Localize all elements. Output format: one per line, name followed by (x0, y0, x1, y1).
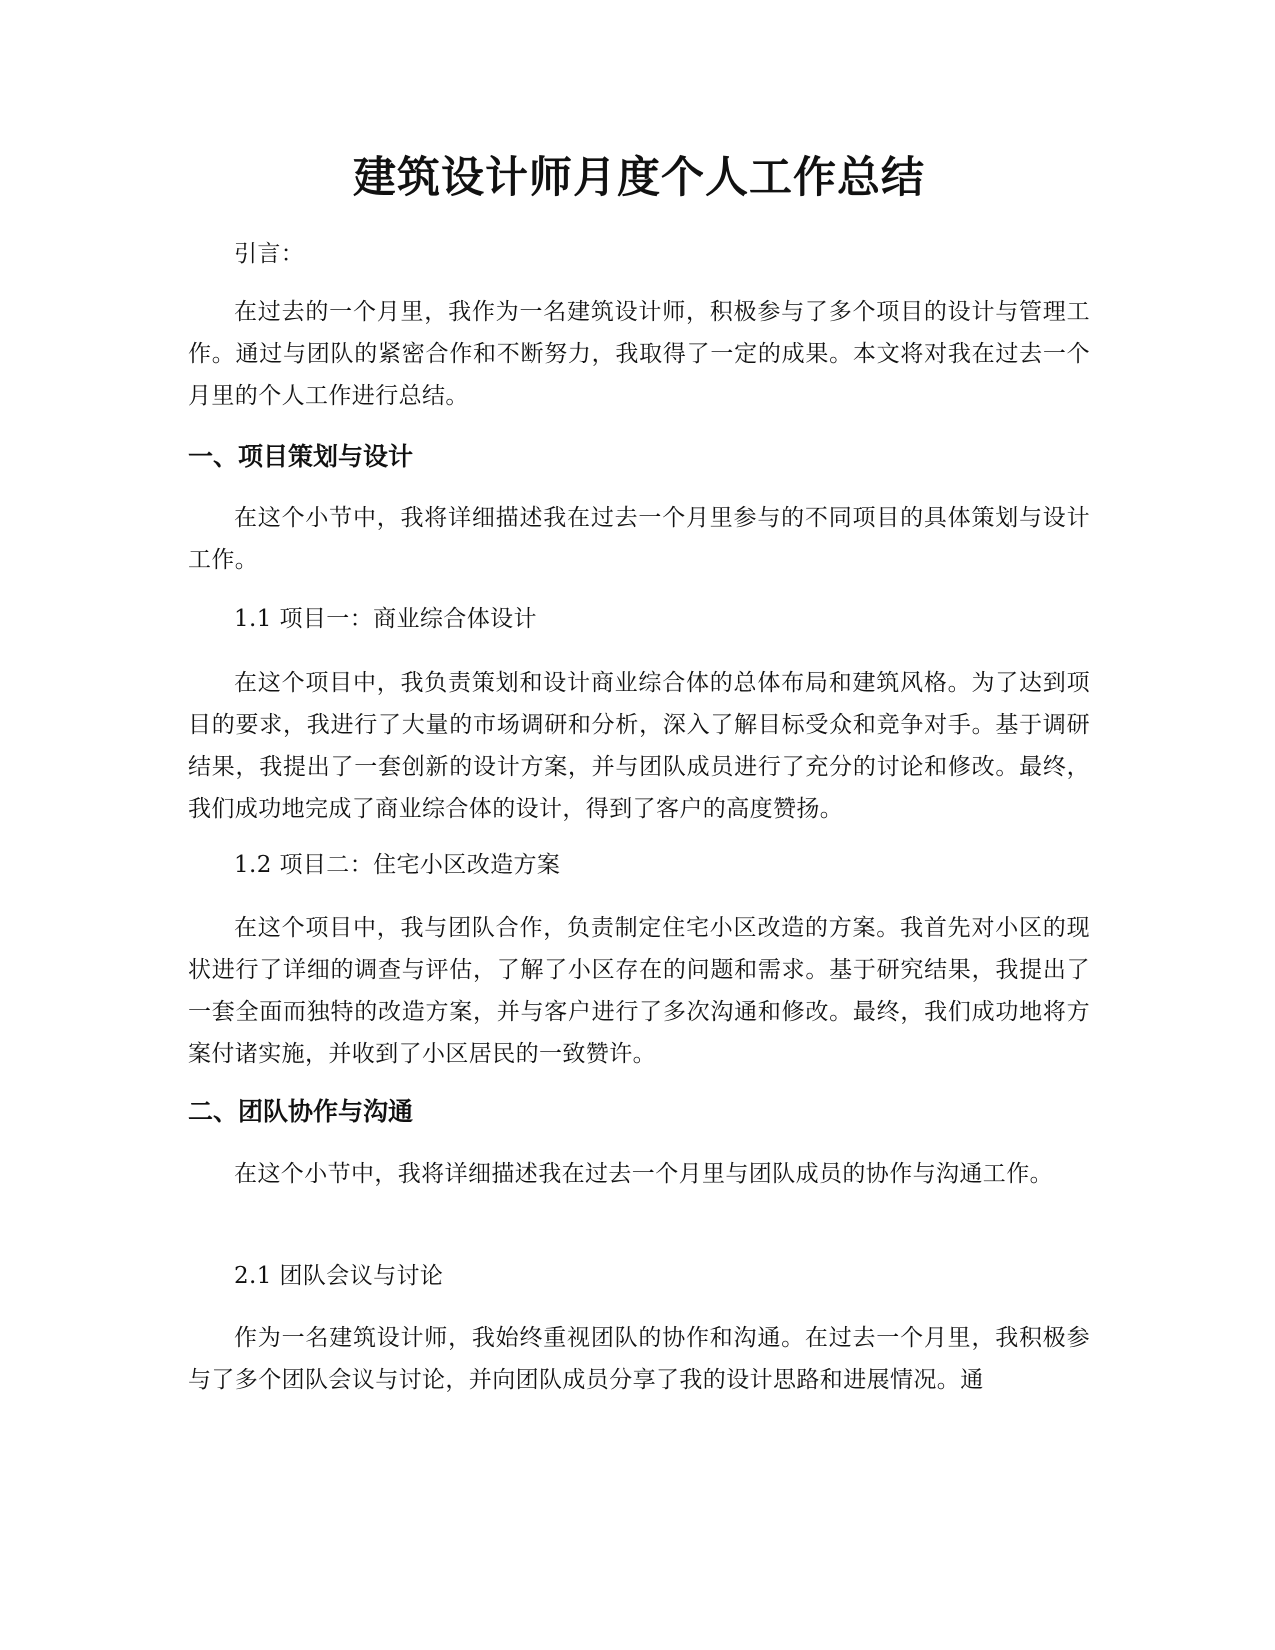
subsection-2-1-body: 作为一名建筑设计师，我始终重视团队的协作和沟通。在过去一个月里，我积极参与了多个团队会议与讨论，并向团队成员分享了我的设计思路和进展情况。通 (188, 1325, 1090, 1393)
subsection-1-2-body: 在这个项目中，我与团队合作，负责制定住宅小区改造的方案。我首先对小区的现状进行了详细的调查与评估，了解了小区存在的问题和需求。基于研究结果，我提出了一套全面而独特的改造方案，并与客户进行了多次沟通和修改。最终，我们成功地将方案付诸实施，并收到了小区居民的一致赞许。 (188, 915, 1090, 1067)
intro-label: 引言： (234, 241, 305, 267)
document-title: 建筑设计师月度个人工作总结 (353, 153, 925, 203)
subsection-1-2-title: 1.2 项目二：住宅小区改造方案 (234, 852, 561, 878)
section-2-intro: 在这个小节中，我将详细描述我在过去一个月里与团队成员的协作与沟通工作。 (234, 1161, 1053, 1187)
section-2-heading: 二、团队协作与沟通 (188, 1097, 414, 1126)
subsection-1-1-title: 1.1 项目一：商业综合体设计 (234, 606, 537, 632)
intro-paragraph: 在过去的一个月里，我作为一名建筑设计师，积极参与了多个项目的设计与管理工作。通过与团队的紧密合作和不断努力，我取得了一定的成果。本文将对我在过去一个月里的个人工作进行总结。 (188, 299, 1090, 409)
section-1-intro: 在这个小节中，我将详细描述我在过去一个月里参与的不同项目的具体策划与设计工作。 (188, 505, 1090, 573)
subsection-2-1-title: 2.1 团队会议与讨论 (234, 1263, 444, 1289)
subsection-1-1-body: 在这个项目中，我负责策划和设计商业综合体的总体布局和建筑风格。为了达到项目的要求，我进行了大量的市场调研和分析，深入了解目标受众和竞争对手。基于调研结果，我提出了一套创新的设计方案，并与团队成员进行了充分的讨论和修改。最终，我们成功地完成了商业综合体的设计，得到了客户的高度赞扬。 (188, 670, 1090, 822)
section-1-heading: 一、项目策划与设计 (188, 442, 414, 471)
